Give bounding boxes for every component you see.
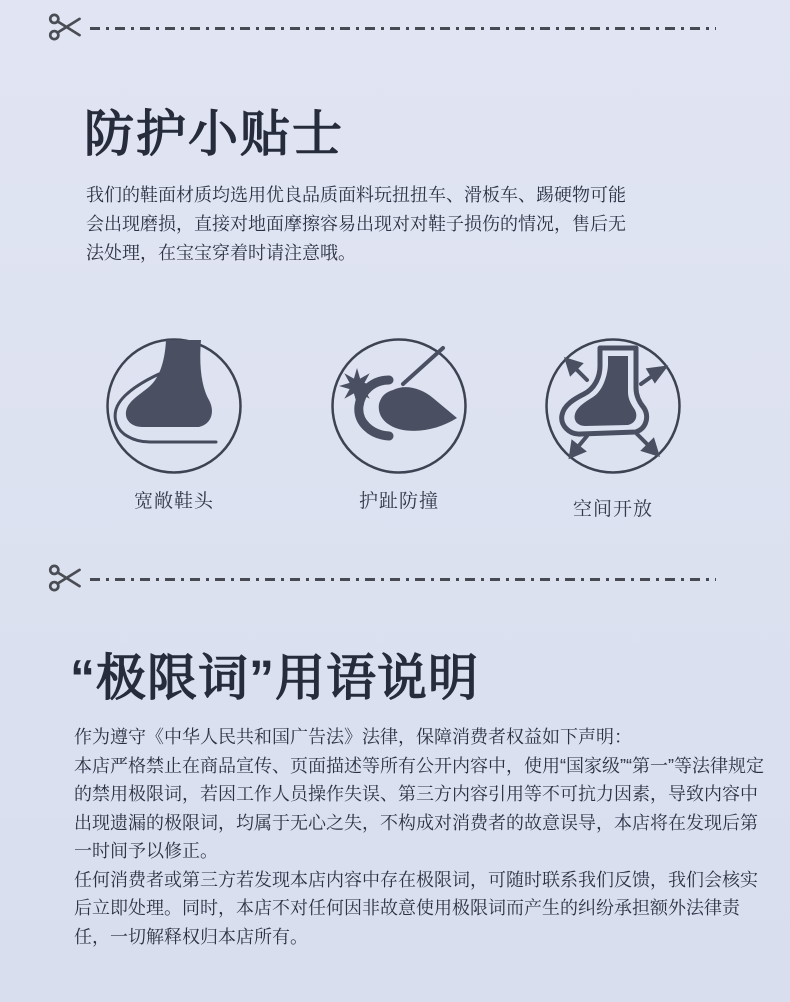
dashed-line [90,27,716,30]
cut-line-top [48,9,716,45]
disclaimer-paragraph: 本店严格禁止在商品宣传、页面描述等所有公开内容中，使用“国家级”“第一”等法律规定的禁用极限词，若因工作人员操作失误、第三方内容引用等不可抗力因素，导致内容中出现遗漏的极限词，均属于无心之失，不构成对消费者的故意误导，本店将在发现后第一时间予以修正。 [74,755,764,861]
disclaimer-paragraph: 作为遵守《中华人民共和国广告法》法律，保障消费者权益如下声明： [74,727,632,747]
disclaimer-paragraph: 任何消费者或第三方若发现本店内容中存在极限词，可随时联系我们反馈，我们会核实后立即处理。同时，本店不对任何因非故意使用极限词而产生的纠纷承担额外法律责任，一切解释权归本店所有。 [74,869,758,947]
feature-toe-guard [324,336,474,513]
cut-line-middle [48,560,716,596]
wide-toe-icon [104,336,244,476]
tips-body-text: 我们的鞋面材质均选用优良品质面料玩扭扭车、滑板车、踢硬物可能会出现磨损，直接对地面摩擦容易出现对对鞋子损伤的情况，售后无法处理，在宝宝穿着时请注意哦。 [86,185,626,263]
dashed-line [90,578,716,581]
impact-star [339,368,375,404]
feature-label: 宽敞鞋头 [133,491,214,512]
scissors-icon [48,10,84,44]
disclaimer-section-title: “极限词”用语说明 [70,650,479,706]
tips-section-title: 防护小贴士 [84,106,344,162]
feature-wide-toe [99,336,249,513]
feature-open-space [538,336,688,521]
feature-label: 空间开放 [572,499,653,520]
feature-label: 护趾防撞 [358,491,439,512]
toe-guard-icon [329,336,469,476]
scissors-icon [48,561,84,595]
open-space-icon [543,336,683,476]
disclaimer-text [74,723,774,951]
